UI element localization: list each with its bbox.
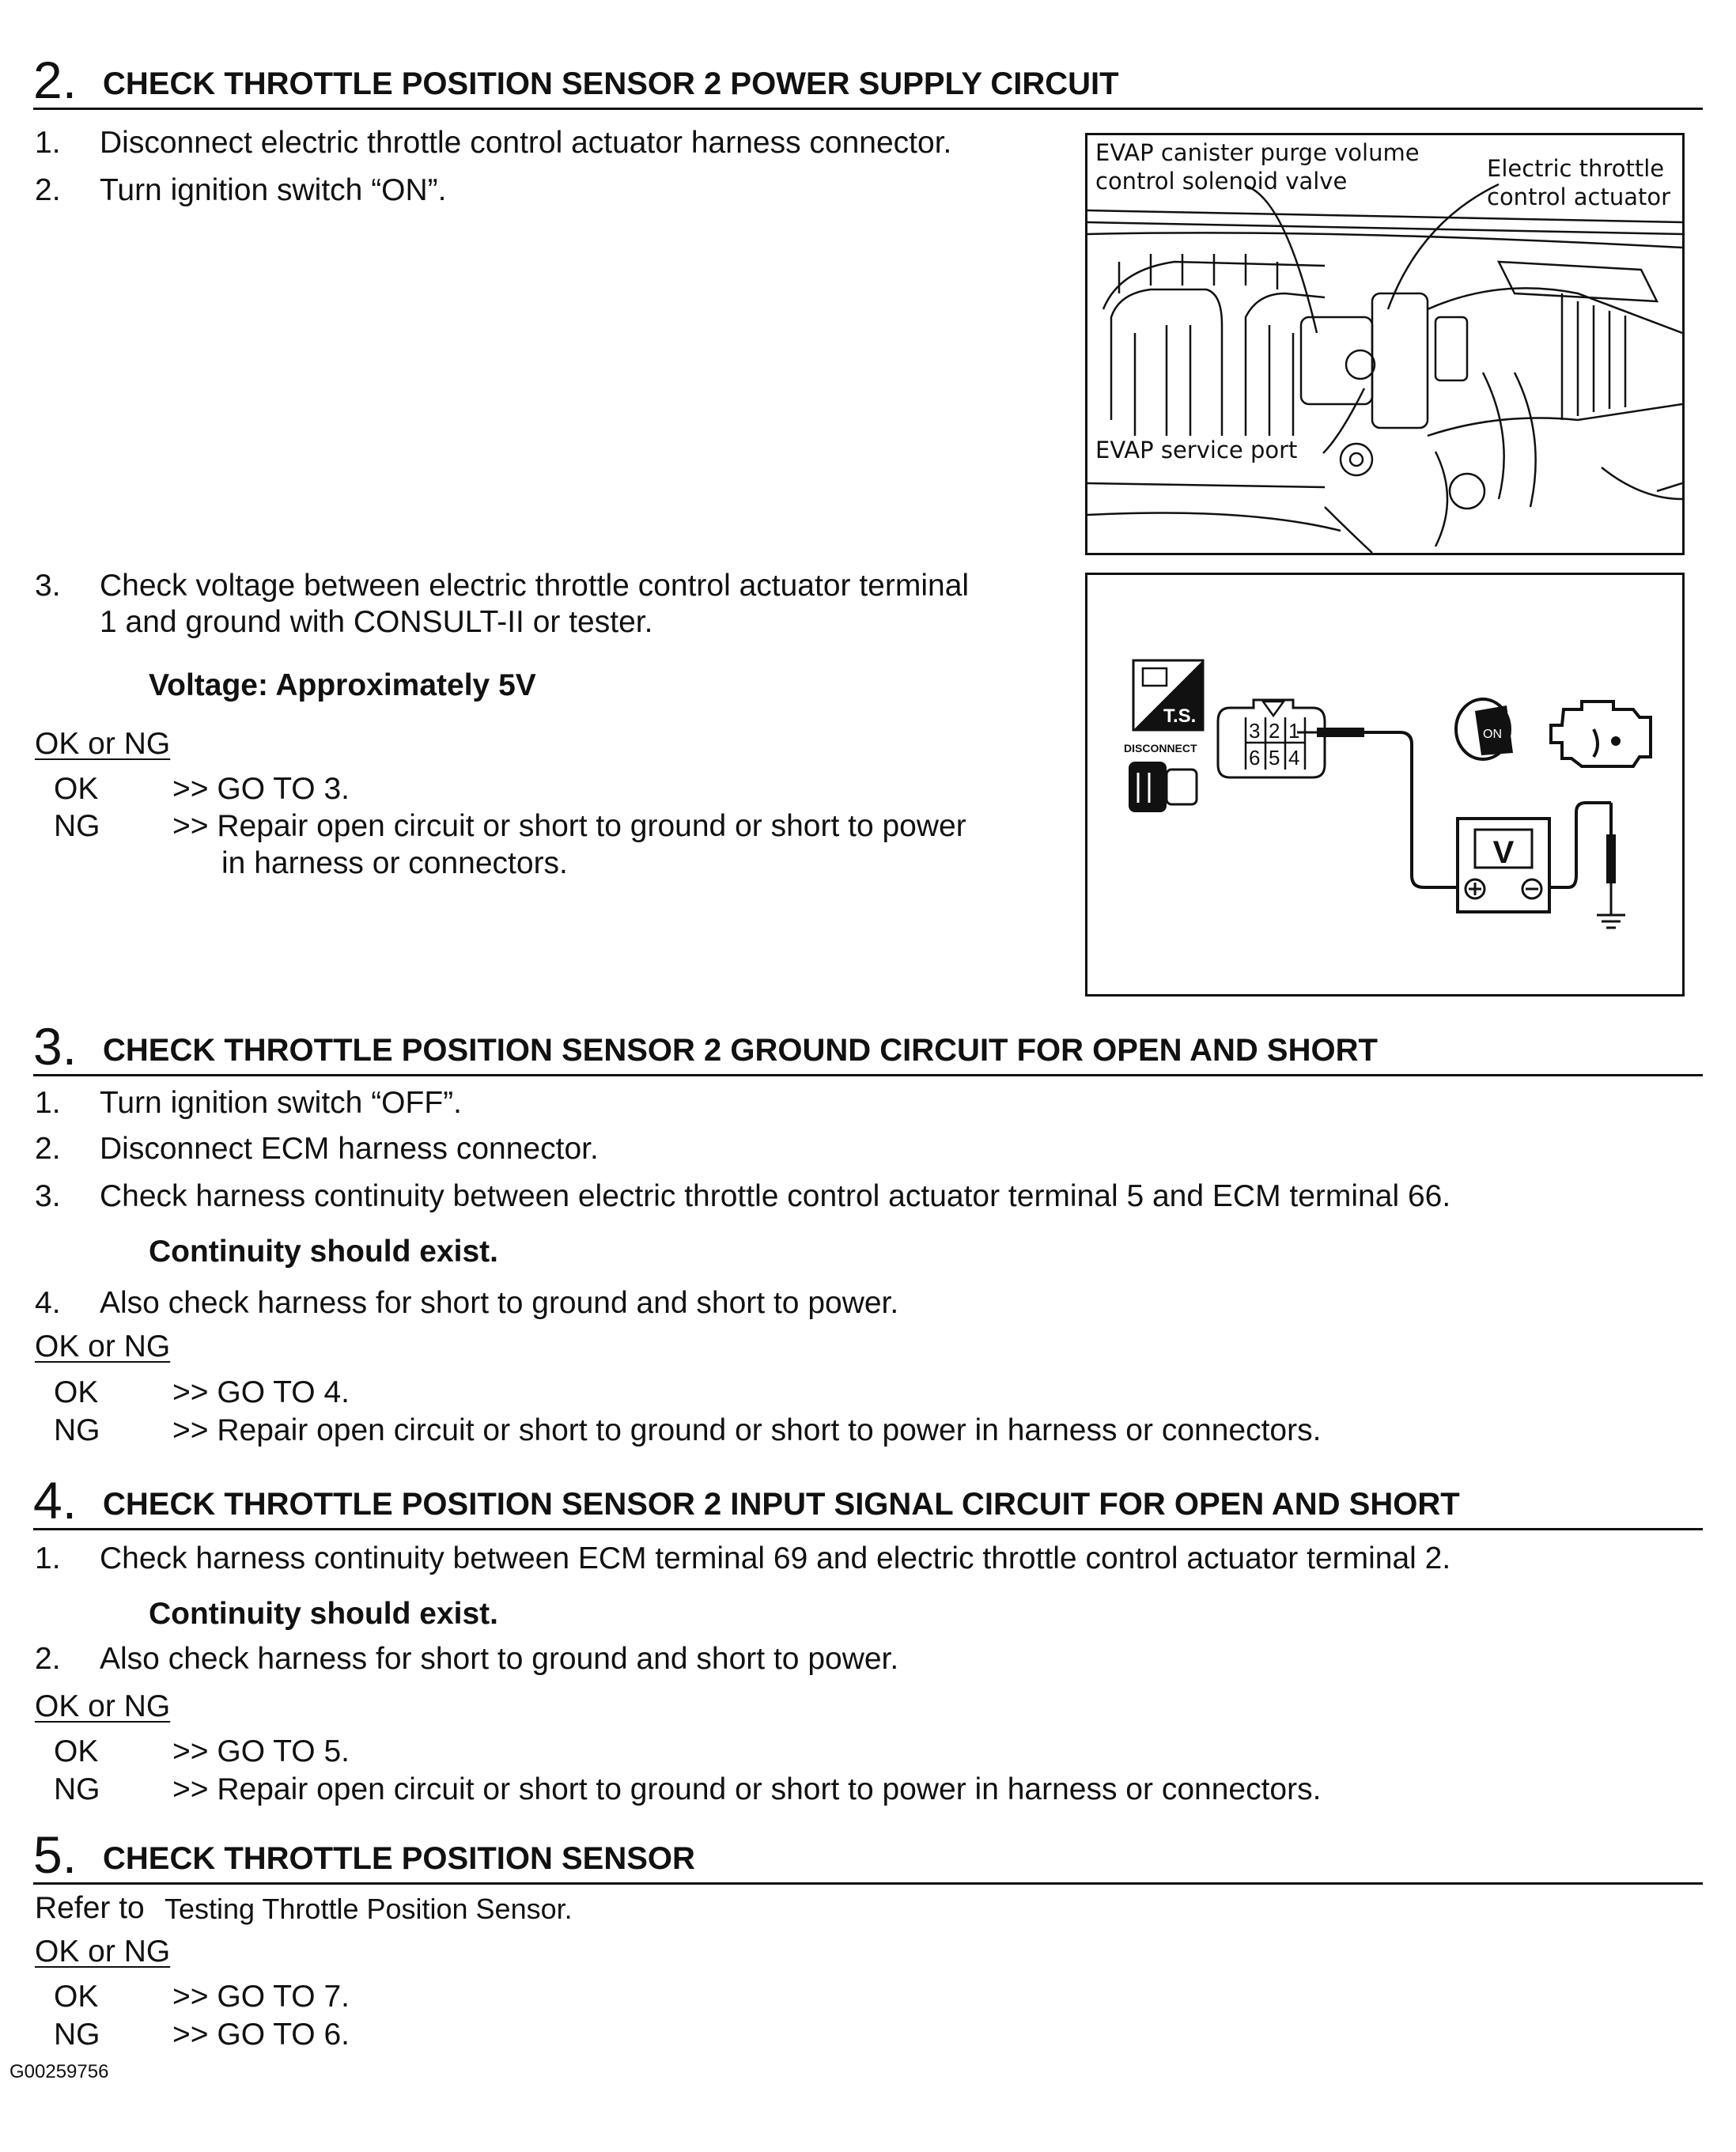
section-2-title: CHECK THROTTLE POSITION SENSOR 2 POWER SUPPLY CIRCUIT (103, 66, 1119, 101)
s4-step1-text: Check harness continuity between ECM terminal 69 and electric throttle control actuator terminal 2. (100, 1541, 1451, 1575)
s4-continuity-spec: Continuity should exist. (149, 1597, 499, 1631)
s2-step3-text-line2: 1 and ground with CONSULT-II or tester. (100, 605, 653, 639)
label-evap-service-port: EVAP service port (1095, 437, 1298, 463)
s4-ok-action: >> GO TO 5. (172, 1734, 350, 1768)
s2-ok-action: >> GO TO 3. (172, 772, 350, 806)
footer-figure-id: G00259756 (9, 2061, 109, 2082)
label-evap-valve-line2: control solenoid valve (1095, 168, 1348, 195)
section-5-title: CHECK THROTTLE POSITION SENSOR (103, 1841, 695, 1876)
section-5-number: 5. (33, 1825, 78, 1884)
section-3-header (33, 1017, 1703, 1076)
engine-bay-figure (1085, 133, 1685, 555)
s5-ng-label: NG (54, 2018, 100, 2052)
s2-step2-text: Turn ignition switch “ON”. (100, 173, 447, 207)
s2-ng-action-line1: >> Repair open circuit or short to ground or short to power (172, 809, 966, 843)
s3-ok-label: OK (54, 1375, 99, 1409)
ts-badge-icon (1133, 660, 1203, 730)
voltage-test-diagram (1087, 575, 1682, 994)
label-actuator-line2: control actuator (1487, 183, 1671, 210)
disconnect-label: DISCONNECT (1124, 742, 1197, 755)
s3-step3-text: Check harness continuity between electric throttle control actuator terminal 5 and ECM terminal 66. (100, 1179, 1451, 1213)
s3-ng-label: NG (54, 1413, 100, 1447)
ignition-key-icon (1456, 699, 1513, 759)
s3-ok-action: >> GO TO 4. (172, 1375, 350, 1409)
s3-ok-or-ng: OK or NG (35, 1329, 171, 1363)
section-5-header (33, 1825, 1703, 1885)
s5-refer-link[interactable]: Testing Throttle Position Sensor. (165, 1893, 573, 1925)
s2-step3-text-line1: Check voltage between electric throttle control actuator terminal (100, 569, 970, 603)
s2-step1-text: Disconnect electric throttle control actuator harness connector. (100, 126, 952, 160)
s5-ng-action: >> GO TO 6. (172, 2018, 350, 2052)
engine-bay-illustration (1087, 135, 1682, 553)
s4-ok-label: OK (54, 1734, 99, 1768)
s4-ng-action: >> Repair open circuit or short to ground or short to power in harness or connectors. (172, 1772, 1322, 1806)
s3-ng-action: >> Repair open circuit or short to ground or short to power in harness or connectors. (172, 1413, 1322, 1447)
s4-step1-number: 1. (35, 1541, 61, 1575)
s2-ok-or-ng: OK or NG (35, 727, 171, 761)
s3-step4-text: Also check harness for short to ground and short to power. (100, 1286, 899, 1320)
s2-ng-action-line2: in harness or connectors. (221, 846, 568, 880)
voltmeter-icon (1458, 819, 1549, 912)
s2-ng-label: NG (54, 809, 100, 843)
six-pin-connector (1218, 700, 1325, 777)
section-2-header (33, 51, 1703, 110)
probe-lead-ground (1549, 803, 1625, 928)
s2-step1-number: 1. (35, 126, 61, 160)
pin-6-label: 6 (1249, 746, 1261, 770)
s3-step1-text: Turn ignition switch “OFF”. (100, 1086, 462, 1120)
s4-ok-or-ng: OK or NG (35, 1689, 171, 1723)
s4-step2-text: Also check harness for short to ground and short to power. (100, 1642, 899, 1676)
label-evap-valve-line1: EVAP canister purge volume (1095, 139, 1420, 166)
engine-icon (1551, 702, 1651, 766)
s3-step1-number: 1. (35, 1086, 61, 1120)
s4-step2-number: 2. (35, 1642, 61, 1676)
section-4-number: 4. (33, 1471, 78, 1530)
probe-lead-positive (1297, 728, 1458, 887)
section-4-header (33, 1471, 1703, 1530)
pin-3-label: 3 (1249, 719, 1261, 743)
s5-ok-action: >> GO TO 7. (172, 1980, 350, 2014)
s3-step3-number: 3. (35, 1179, 61, 1213)
s2-step2-number: 2. (35, 173, 61, 207)
section-3-number: 3. (33, 1017, 78, 1076)
key-on-label: ON (1483, 728, 1502, 741)
pin-4-label: 4 (1288, 746, 1300, 770)
section-3-title: CHECK THROTTLE POSITION SENSOR 2 GROUND CIRCUIT FOR OPEN AND SHORT (103, 1033, 1378, 1068)
s5-refer-prefix: Refer to (35, 1891, 145, 1925)
s2-step3-number: 3. (35, 569, 61, 603)
svg-text:T.S.: T.S. (1163, 705, 1197, 727)
s3-continuity-spec: Continuity should exist. (149, 1235, 499, 1269)
section-2-number: 2. (33, 51, 78, 109)
voltmeter-label: V (1492, 835, 1515, 870)
s5-ok-label: OK (54, 1980, 99, 2014)
section-4-title: CHECK THROTTLE POSITION SENSOR 2 INPUT SIGNAL CIRCUIT FOR OPEN AND SHORT (103, 1487, 1460, 1522)
s3-step4-number: 4. (35, 1286, 61, 1320)
voltage-test-figure (1085, 573, 1685, 997)
s3-step2-text: Disconnect ECM harness connector. (100, 1132, 599, 1166)
s3-step2-number: 2. (35, 1132, 61, 1166)
pin-1-label: 1 (1288, 719, 1300, 743)
s5-ok-or-ng: OK or NG (35, 1935, 171, 1969)
label-actuator-line1: Electric throttle (1487, 155, 1665, 182)
disconnect-connector-icon (1129, 762, 1197, 812)
s4-ng-label: NG (54, 1772, 100, 1806)
s2-ok-label: OK (54, 772, 99, 806)
pin-2-label: 2 (1269, 719, 1280, 743)
pin-5-label: 5 (1269, 746, 1280, 770)
s2-voltage-spec: Voltage: Approximately 5V (149, 668, 536, 702)
